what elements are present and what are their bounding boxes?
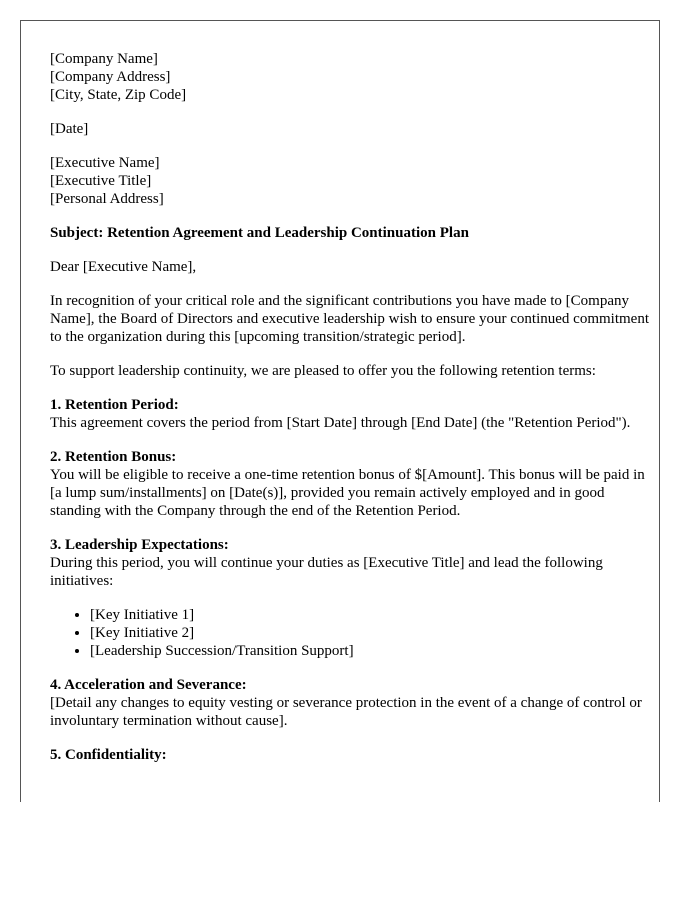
initiatives-list xyxy=(50,606,650,660)
letter-date-block xyxy=(50,120,650,138)
section-leadership-expectations xyxy=(50,536,650,590)
recipient-title: [Executive Title] xyxy=(50,173,152,189)
intro-paragraph: In recognition of your critical role and the significant contributions you have made to [Company Name], the Board of Directors and executive leadership wish to ensure your continued commitment to the organization during this [upcoming transition/strategic period]. xyxy=(50,293,649,345)
sender-city-state-zip: [City, State, Zip Code] xyxy=(50,87,187,103)
list-item: • [Leadership Succession/Transition Support] xyxy=(90,642,650,660)
section-heading: 5. Confidentiality: xyxy=(50,747,167,763)
section-retention-period xyxy=(50,396,650,432)
list-item: • [Key Initiative 1] xyxy=(90,606,650,624)
section-heading: 3. Leadership Expectations: xyxy=(50,537,229,553)
subject-line: Subject: Retention Agreement and Leadership Continuation Plan xyxy=(50,225,469,241)
recipient-name: [Executive Name] xyxy=(50,155,160,171)
section-confidentiality xyxy=(50,746,650,764)
letter-page xyxy=(20,20,660,802)
section-body: [Detail any changes to equity vesting or severance protection in the event of a change of control or involuntary termination without cause]. xyxy=(50,695,642,729)
sender-company-name: [Company Name] xyxy=(50,51,158,67)
recipient-address-block xyxy=(50,154,650,208)
section-body: During this period, you will continue your duties as [Executive Title] and lead the following initiatives: xyxy=(50,555,603,589)
salutation: Dear [Executive Name], xyxy=(50,259,197,275)
section-acceleration-severance xyxy=(50,676,650,730)
section-body: You will be eligible to receive a one-time retention bonus of $[Amount]. This bonus will be paid in [a lump sum/installments] on [Date(s)], provided you remain actively employed and in good standing with the Company through the end of the Retention Period. xyxy=(50,467,645,519)
letter-content xyxy=(50,50,650,780)
sender-address-block xyxy=(50,50,650,104)
section-heading: 1. Retention Period: xyxy=(50,397,179,413)
section-retention-bonus xyxy=(50,448,650,520)
section-heading: 2. Retention Bonus: xyxy=(50,449,177,465)
section-body: This agreement covers the period from [Start Date] through [End Date] (the "Retention Period"). xyxy=(50,415,631,431)
letter-date: [Date] xyxy=(50,121,89,137)
offer-paragraph: To support leadership continuity, we are pleased to offer you the following retention terms: xyxy=(50,363,596,379)
recipient-address: [Personal Address] xyxy=(50,191,164,207)
section-heading: 4. Acceleration and Severance: xyxy=(50,677,247,693)
sender-company-address: [Company Address] xyxy=(50,69,171,85)
list-item: • [Key Initiative 2] xyxy=(90,624,650,642)
